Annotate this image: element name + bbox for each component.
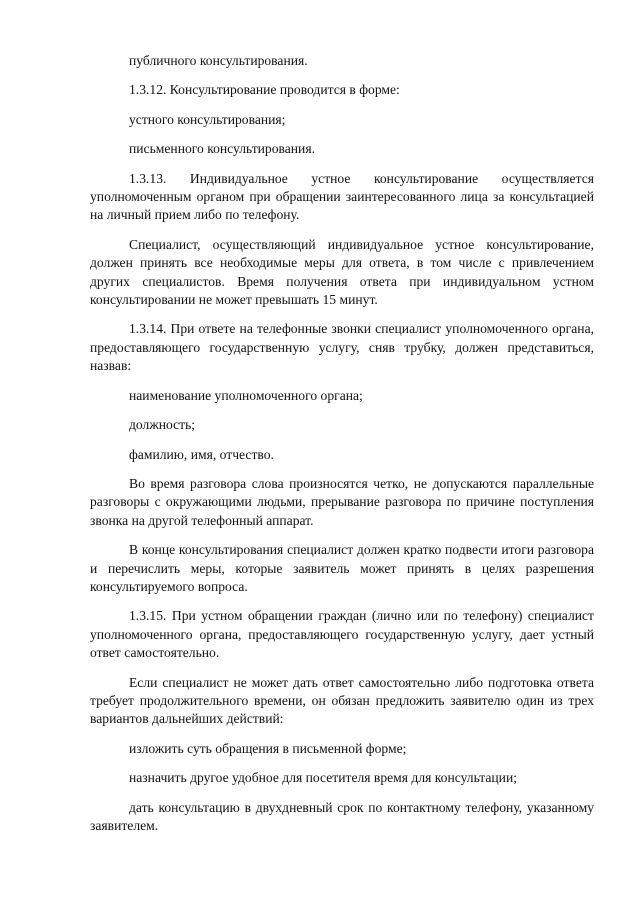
paragraph-13: 1.3.15. При устном обращении граждан (лично или по телефону) специалист уполномоченного органа, предоставляющего государственную услугу, дает устный ответ самостоятельно.: [90, 608, 594, 661]
paragraph-3: устного консультирования;: [129, 111, 286, 127]
paragraph-16: назначить другое удобное для посетителя время для консультации;: [129, 770, 518, 786]
paragraph-10: фамилию, имя, отчество.: [129, 446, 274, 462]
paragraph-1: публичного консультирования.: [129, 53, 308, 68]
paragraph-14: Если специалист не может дать ответ самостоятельно либо подготовка ответа требует продолжительного времени, он обязан предложить заявителю один из трех вариантов дальнейших действий:: [90, 674, 594, 727]
paragraph-7: 1.3.14. При ответе на телефонные звонки специалист уполномоченного органа, предоставляющего государственную услугу, сняв трубку, должен представиться, назвав:: [90, 321, 594, 374]
paragraph-15: изложить суть обращения в письменной форме;: [129, 740, 407, 756]
paragraph-17: дать консультацию в двухдневный срок по контактному телефону, указанному заявителем.: [90, 799, 594, 833]
document-body: [90, 52, 594, 846]
paragraph-9: должность;: [129, 417, 196, 433]
paragraph-5: 1.3.13. Индивидуальное устное консультирование осуществляется уполномоченным органом при обращении заинтересованного лица за консультацией на личный прием либо по телефону.: [90, 170, 594, 223]
paragraph-6: Специалист, осуществляющий индивидуальное устное консультирование, должен принять все необходимые меры для ответа, в том числе с привлечением других специалистов. Время получения ответа при индивидуальном устном консультировании не может превышать 15 минут.: [90, 236, 594, 308]
paragraph-2: 1.3.12. Консультирование проводится в форме:: [129, 82, 400, 98]
paragraph-4: письменного консультирования.: [129, 141, 315, 157]
paragraph-8: наименование уполномоченного органа;: [129, 387, 363, 403]
paragraph-11: Во время разговора слова произносятся четко, не допускаются параллельные разговоры с окружающими людьми, прерывание разговора по причине поступления звонка на другой телефонный аппарат.: [90, 475, 594, 528]
paragraph-12: В конце консультирования специалист должен кратко подвести итоги разговора и перечислить меры, которые заявитель может принять в целях разрешения консультируемого вопроса.: [90, 542, 594, 594]
